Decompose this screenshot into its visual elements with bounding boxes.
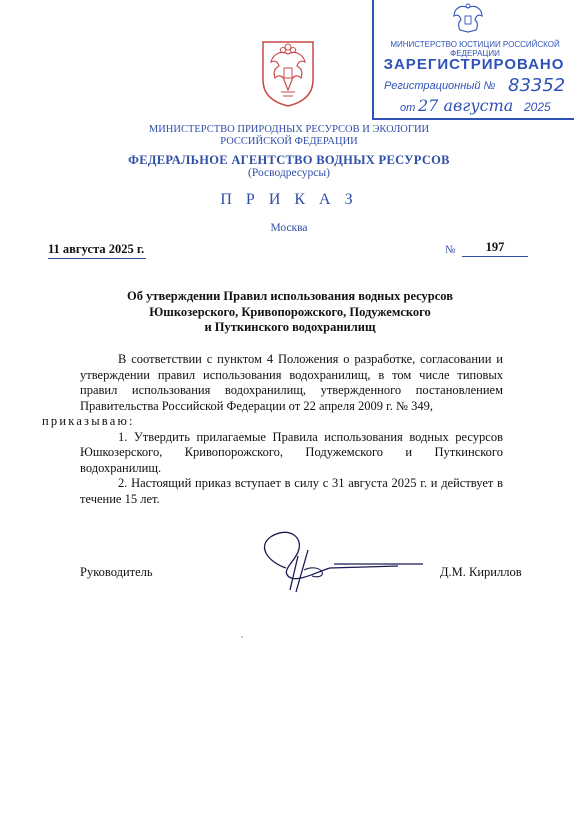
ministry-header: [0, 124, 578, 148]
stamp-ministry-label: МИНИСТЕРСТВО ЮСТИЦИИ РОССИЙСКОЙ ФЕДЕРАЦИИ: [390, 40, 560, 58]
body-paragraph-item-1: 1. Утвердить прилагаемые Правила использования водных ресурсов Юшкозерского, Кривопорожского, Подужемского и Путкинского водохранилищ.: [80, 429, 503, 475]
stamp-registered-label: ЗАРЕГИСТРИРОВАНО: [383, 56, 565, 73]
city-label: Москва: [270, 222, 308, 234]
stamp-reg-number-label: Регистрационный №: [384, 80, 496, 92]
handwritten-signature: [238, 526, 428, 596]
subject-line-2: Юшкозерского, Кривопорожского, Подужемского: [149, 304, 431, 319]
agency-short-name: (Росводресурсы): [248, 167, 330, 179]
stamp-emblem-icon: [448, 2, 488, 34]
subject-line-1: Об утверждении Правил использования водных ресурсов: [127, 289, 453, 303]
coat-of-arms-emblem: [259, 40, 317, 108]
preamble-text: В соответствии с пунктом 4 Положения о разработке, согласовании и утверждении правил использования водохранилищ, в том числе типовых правил использования водохранилищ, утвержденного постановлением Правительства Российской Федерации от 22 апреля 2009 г. № 349,: [80, 352, 503, 413]
scan-speck: [241, 636, 243, 638]
document-type-title: П Р И К А З: [220, 191, 358, 208]
order-number-underline: [462, 256, 528, 257]
ministry-name-line1: МИНИСТЕРСТВО ПРИРОДНЫХ РЕСУРСОВ И ЭКОЛОГИИ: [148, 124, 430, 135]
signatory-role: Руководитель: [80, 565, 153, 579]
order-subject: [60, 289, 520, 336]
body-paragraph-item-2: 2. Настоящий приказ вступает в силу с 31 августа 2025 г. и действует в течение 15 лет.: [80, 476, 503, 506]
order-number: 197: [485, 240, 505, 254]
stamp-date-prefix: от: [400, 102, 416, 114]
body-paragraph-preamble: [42, 352, 503, 430]
stamp-date-year: 2025: [524, 100, 551, 114]
ministry-name-line2: РОССИЙСКОЙ ФЕДЕРАЦИИ: [220, 136, 358, 147]
stamp-date-value: 27 августа: [418, 96, 514, 115]
stamp-reg-number: 83352: [508, 75, 566, 96]
order-number-label: №: [445, 244, 456, 256]
signatory-name: Д.М. Кириллов: [440, 565, 522, 579]
order-body: [42, 352, 503, 507]
agency-name: ФЕДЕРАЛЬНОЕ АГЕНТСТВО ВОДНЫХ РЕСУРСОВ: [128, 153, 450, 167]
subject-line-3: и Путкинского водохранилищ: [204, 320, 376, 334]
order-directive: приказываю:: [42, 414, 135, 428]
registration-stamp: [372, 0, 574, 120]
order-date: 11 августа 2025 г.: [48, 242, 146, 259]
